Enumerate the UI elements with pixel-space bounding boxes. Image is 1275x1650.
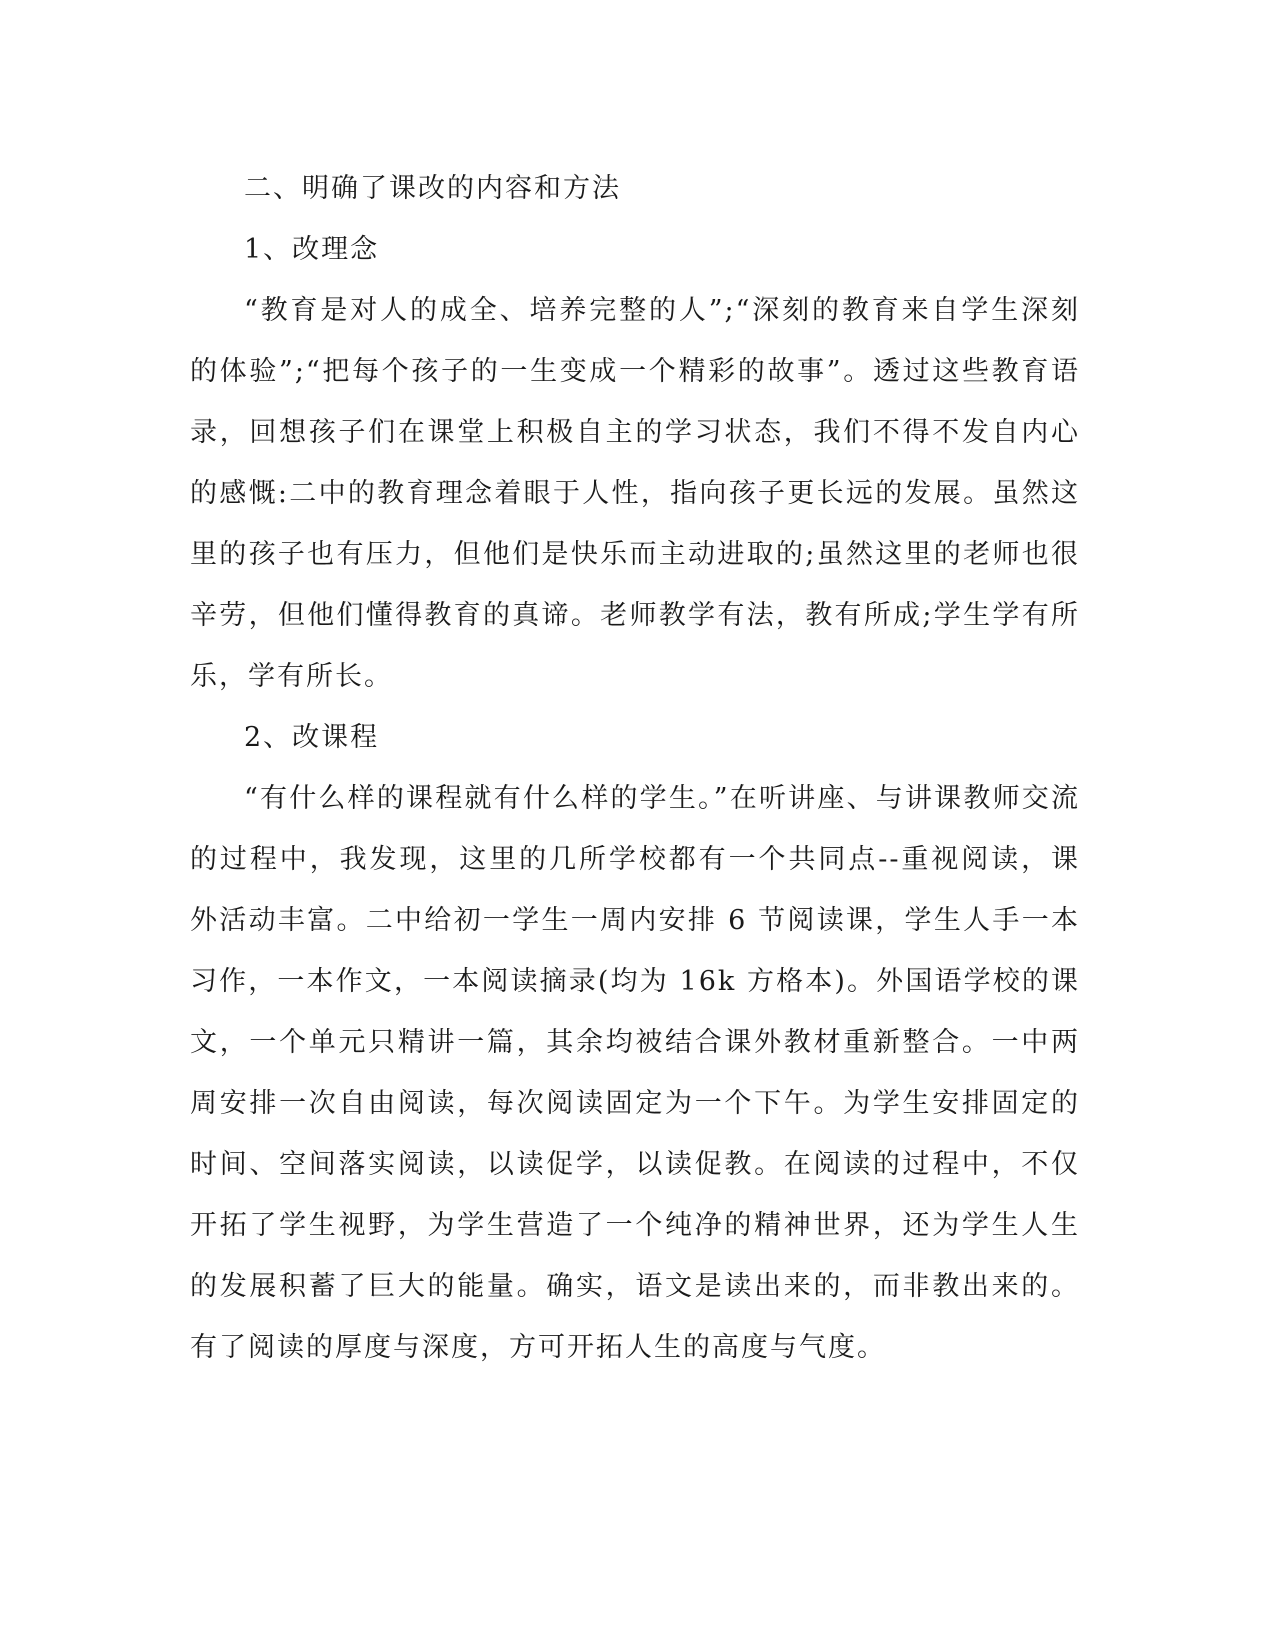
section-heading: 二、明确了课改的内容和方法 [244,173,621,204]
paragraph-curriculum: “有什么样的课程就有什么样的学生。”在听讲座、与讲课教师交流的过程中，我发现，这里的几所学校都有一个共同点--重视阅读，课外活动丰富。二中给初一学生一周内安排 6 节阅读课，学生人手一本习作，一本作文，一本阅读摘录(均为 16k 方格本)。外国语学校的课文，一个单元只精讲一篇，其余均被结合课外教材重新整合。一中两周安排一次自由阅读，每次阅读固定为一个下午。为学生安排固定的时间、空间落实阅读，以读促学，以读促教。在阅读的过程中，不仅开拓了学生视野，为学生营造了一个纯净的精神世界，还为学生人生的发展积蓄了巨大的能量。确实，语文是读出来的，而非教出来的。有了阅读的厚度与深度，方可开拓人生的高度与气度。 [190,783,1080,1363]
subsection-heading-concept: 1、改理念 [244,234,380,265]
paragraph-concept: “教育是对人的成全、培养完整的人”;“深刻的教育来自学生深刻的体验”;“把每个孩子的一生变成一个精彩的故事”。透过这些教育语录，回想孩子们在课堂上积极自主的学习状态，我们不得不发自内心的感慨:二中的教育理念着眼于人性，指向孩子更长远的发展。虽然这里的孩子也有压力，但他们是快乐而主动进取的;虽然这里的老师也很辛劳，但他们懂得教育的真谛。老师教学有法，教有所成;学生学有所乐，学有所长。 [190,295,1080,692]
subsection-heading-curriculum: 2、改课程 [244,722,380,753]
document-body [190,158,1080,1378]
